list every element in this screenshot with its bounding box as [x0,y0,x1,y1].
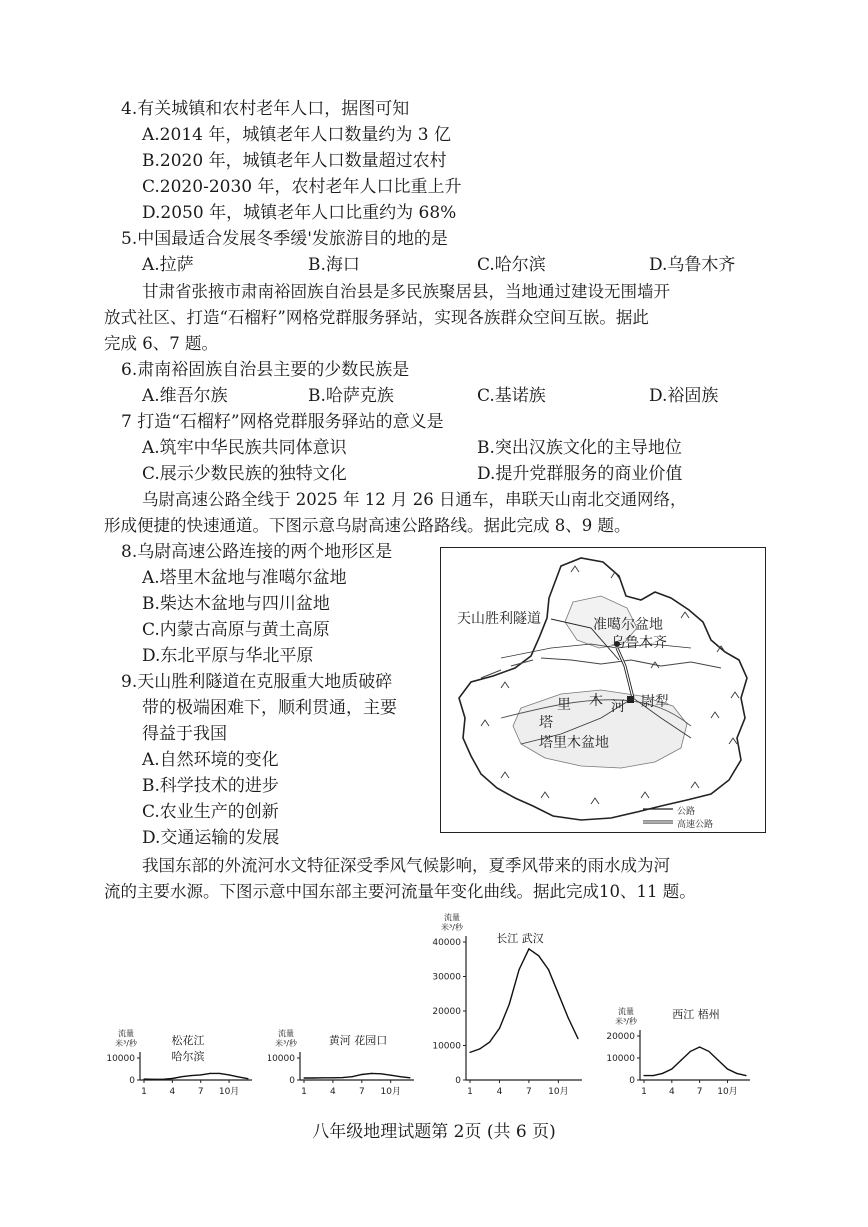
x-tick-label: 1 [641,1087,647,1097]
chart-songhua-harbin [104,1000,264,1100]
chart-title: 长江 武汉 [496,932,544,945]
q8-option-c: C.内蒙古高原与黄土高原 [142,620,330,640]
data-point [568,1017,569,1018]
data-point [690,1051,691,1052]
q7-option-c: C.展示少数民族的独特文化 [142,464,347,484]
q8-option-a: A.塔里木盆地与准噶尔盆地 [142,568,347,588]
data-point [577,1038,578,1039]
y-axis-label: 米³/秒 [115,1039,137,1048]
data-point [736,1073,737,1074]
y-axis-label: 米³/秒 [275,1039,297,1048]
x-tick-label: 1 [141,1087,147,1097]
data-point [247,1078,248,1079]
data-point [390,1075,391,1076]
data-point [210,1073,211,1074]
data-point [219,1073,220,1074]
data-point [191,1075,192,1076]
data-point [708,1051,709,1052]
chart-title: 黄河 花园口 [328,1034,388,1047]
chart-svg [420,908,600,1100]
label-urumqi: 乌鲁木齐 [611,635,667,651]
q9-option-d: D.交通运输的发展 [142,828,280,848]
data-point [681,1060,682,1061]
data-point [303,1077,304,1078]
data-point [643,1075,644,1076]
q8-option-d: D.东北平原与华北平原 [142,646,314,666]
q6-stem: 6.肃南裕固族自治县主要的少数民族是 [121,360,410,380]
x-tick-label: 7 [197,1087,204,1097]
data-point [469,1052,470,1053]
x-tick-label: 4 [330,1087,336,1097]
series-line [470,949,578,1053]
data-point [229,1074,230,1075]
y-axis-label: 米³/秒 [615,1017,637,1026]
label-tunnel: 天山胜利隧道 [457,611,541,627]
q6-option-a: A.维吾尔族 [142,386,228,406]
label-river-b: 里 [557,697,571,713]
x-tick-label: 10月 [548,1087,569,1097]
y-axis-label: 流量 [118,1029,134,1038]
data-point [381,1073,382,1074]
y-tick-label: 10000 [268,1054,295,1064]
y-axis-label: 流量 [618,1007,634,1016]
x-tick-label: 7 [358,1087,365,1097]
series-line [644,1047,746,1076]
y-tick-label: 0 [129,1076,135,1086]
y-axis-label: 米³/秒 [441,923,463,932]
data-point [479,1048,480,1049]
data-point [699,1046,700,1047]
chart-title: 哈尔滨 [171,1050,205,1063]
y-tick-label: 0 [289,1076,295,1086]
data-point [662,1073,663,1074]
q6-option-d: D.裕固族 [649,386,719,406]
x-tick-label: 1 [301,1087,307,1097]
data-point [371,1073,372,1074]
series-line [304,1073,410,1078]
q4-option-a: A.2014 年，城镇老年人口数量约为 3 亿 [142,125,451,145]
data-point [172,1078,173,1079]
q9-option-a: A.自然环境的变化 [142,750,279,770]
x-tick-label: 4 [668,1087,675,1097]
x-tick-label: 10月 [218,1087,240,1097]
q9-stem-line-3: 得益于我国 [142,724,227,744]
data-point [181,1076,182,1077]
data-point [162,1079,163,1080]
q4-option-b: B.2020 年，城镇老年人口数量超过农村 [142,151,447,171]
legend-expressway-label: 高速公路 [677,820,714,830]
data-point [153,1079,154,1080]
passage1-line-2: 放式社区、打造“石榴籽”网格党群服务驿站，实现各族群众空间互嵌。据此 [104,308,649,327]
passage1-line-1: 甘肃省张掖市肃南裕固族自治县是多民族聚居县，当地通过建设无围墙开 [142,282,670,301]
data-point [400,1076,401,1077]
page-footer: 八年级地理试题第 2页 (共 6 页) [312,1122,556,1142]
chart-svg [268,1000,428,1100]
passage2-line-1: 乌尉高速公路全线于 2025 年 12 月 26 日通车，串联天山南北交通网络， [142,490,687,509]
data-point [342,1077,343,1078]
data-point [718,1060,719,1061]
data-point [528,948,529,949]
data-point [489,1042,490,1043]
map-drawing [441,548,766,833]
x-tick-label: 7 [526,1087,532,1097]
x-tick-label: 1 [467,1087,473,1097]
data-point [361,1074,362,1075]
y-tick-label: 0 [455,1076,461,1086]
x-tick-label: 7 [696,1087,703,1097]
q4-stem: 4.有关城镇和农村老年人口，据图可知 [121,99,410,119]
yuli-marker [627,696,634,703]
data-point [200,1074,201,1075]
x-tick-label: 4 [169,1087,176,1097]
q5-option-d: D.乌鲁木齐 [649,255,736,275]
passage3-line-2: 流的主要水源。下图示意中国东部主要河流量年变化曲线。据此完成10、11 题。 [104,882,696,901]
data-point [653,1075,654,1076]
data-point [499,1028,500,1029]
q8-option-b: B.柴达木盆地与四川盆地 [142,594,330,614]
data-point [745,1075,746,1076]
q6-option-c: C.基诺族 [477,386,546,406]
passage2-line-2: 形成便捷的快速通道。下图示意乌尉高速公路路线。据此完成 8、9 题。 [104,516,631,535]
chart-xijiang-wuzhou [600,990,764,1100]
data-point [509,1004,510,1005]
y-tick-label: 10000 [106,1054,135,1064]
chart-yangtze-wuhan [420,908,600,1100]
y-tick-label: 30000 [432,972,461,983]
x-tick-label: 10月 [717,1087,738,1097]
y-tick-label: 20000 [432,1007,461,1017]
q7-option-a: A.筑牢中华民族共同体意识 [142,438,347,458]
passage3-line-1: 我国东部的外流河水文特征深受季风气候影响，夏季风带来的雨水成为河 [142,856,670,875]
data-point [548,969,549,970]
q4-option-d: D.2050 年，城镇老年人口比重约为 68% [142,203,457,223]
xinjiang-expressway-map [440,547,766,833]
y-axis-label: 流量 [278,1029,294,1038]
y-tick-label: 0 [629,1076,635,1086]
series-line [144,1073,248,1079]
label-river-c: 木 [589,693,603,709]
y-tick-label: 20000 [606,1032,635,1042]
label-junggar: 准噶尔盆地 [593,617,663,633]
chart-svg [104,1000,264,1100]
q5-option-b: B.海口 [308,255,360,275]
data-point [727,1068,728,1069]
label-river-a: 塔 [539,715,553,731]
data-point [519,969,520,970]
q7-stem: 7 打造“石榴籽”网格党群服务驿站的意义是 [121,412,444,432]
label-yuli: 尉犁 [641,694,669,710]
legend-road-label: 公路 [677,807,696,817]
q5-stem: 5.中国最适合发展冬季缓'发旅游目的地的是 [121,229,448,249]
x-tick-label: 10月 [380,1087,401,1097]
q9-stem-line-1: 9.天山胜利隧道在克服重大地质破碎 [121,672,393,692]
data-point [143,1079,144,1080]
chart-svg [600,990,764,1100]
q9-stem-line-2: 带的极端困难下，顺利贯通，主要 [142,698,397,718]
data-point [409,1077,410,1078]
label-river-d: 河 [611,699,625,715]
label-tarim: 塔里木盆地 [539,735,609,751]
q7-option-d: D.提升党群服务的商业价值 [477,464,683,484]
data-point [332,1077,333,1078]
passage1-line-3: 完成 6、7 题。 [104,334,218,353]
data-point [323,1077,324,1078]
q5-option-c: C.哈尔滨 [477,255,546,275]
q7-option-b: B.突出汉族文化的主导地位 [477,438,682,458]
tianshan-mountains [481,658,721,678]
data-point [538,955,539,956]
y-axis-label: 流量 [444,913,460,922]
y-tick-label: 40000 [432,938,461,948]
q9-option-b: B.科学技术的进步 [142,776,279,796]
y-tick-label: 10000 [432,1041,461,1052]
data-point [238,1076,239,1077]
chart-title: 西江 梧州 [672,1008,720,1021]
y-tick-label: 10000 [606,1054,635,1064]
chart-yellow-huayuankou [268,1000,428,1100]
x-tick-label: 4 [496,1087,503,1097]
data-point [671,1068,672,1069]
q8-stem: 8.乌尉高速公路连接的两个地形区是 [121,542,393,562]
chart-title: 松花江 [171,1034,205,1047]
data-point [558,993,559,994]
data-point [352,1076,353,1077]
data-point [313,1077,314,1078]
q6-option-b: B.哈萨克族 [308,386,394,406]
q4-option-c: C.2020-2030 年，农村老年人口比重上升 [142,177,462,197]
q5-option-a: A.拉萨 [142,255,194,275]
q9-option-c: C.农业生产的创新 [142,802,279,822]
